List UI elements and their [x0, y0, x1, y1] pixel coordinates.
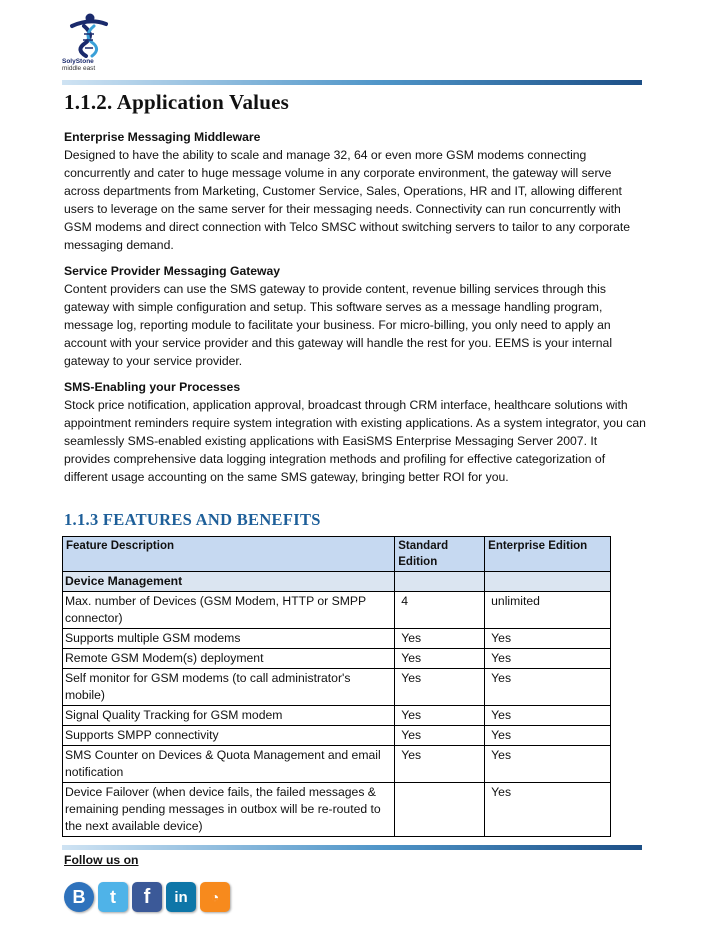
application-values-content [64, 128, 646, 494]
feature-cell: Self monitor for GSM modems (to call administrator's mobile) [63, 669, 395, 706]
enterprise-cell: Yes [485, 726, 611, 746]
feature-cell: Max. number of Devices (GSM Modem, HTTP or SMPP connector) [63, 592, 395, 629]
facebook-icon[interactable]: f [132, 882, 162, 912]
twitter-icon[interactable]: t [98, 882, 128, 912]
enterprise-cell: Yes [485, 746, 611, 783]
table-row [63, 629, 611, 649]
enterprise-cell: Yes [485, 669, 611, 706]
table-row [63, 669, 611, 706]
section-enterprise-messaging [64, 128, 646, 254]
blogger-icon[interactable]: B [64, 882, 94, 912]
section-body: Content providers can use the SMS gateway to provide content, revenue billing services through this gateway with simple configuration and setup. This software serves as a message handling program, message log, reporting module to facilitate your business. For micro-billing, you only need to apply an account with your service provider and this gateway will handle the rest for you. EEMS is your internal gateway to your service provider. [64, 282, 613, 368]
linkedin-icon[interactable]: in [166, 882, 196, 912]
standard-cell: 4 [395, 592, 485, 629]
enterprise-cell: unlimited [485, 592, 611, 629]
follow-us-label: Follow us on [64, 853, 139, 867]
feature-cell: SMS Counter on Devices & Quota Management and email notification [63, 746, 395, 783]
section-body: Designed to have the ability to scale and manage 32, 64 or even more GSM modems connecting concurrently and cater to huge message volume in any corporate environment, the gateway will serve across departments from Marketing, Customer Service, Sales, Operations, HR and IT, allowing different users to leverage on the same server for their messaging needs. Connectivity can run concurrently with GSM modems and direct connection with Telco SMSC without switching servers to tailor to any corporate messaging demand. [64, 148, 631, 252]
standard-cell [395, 783, 485, 837]
enterprise-cell: Yes [485, 649, 611, 669]
table-row [63, 706, 611, 726]
standard-cell: Yes [395, 669, 485, 706]
standard-cell: Yes [395, 706, 485, 726]
footer-divider-bar [62, 845, 642, 850]
header-divider-bar [62, 80, 642, 85]
section-service-provider [64, 262, 646, 370]
rss-icon[interactable]: ◔ [200, 882, 230, 912]
feature-cell: Supports multiple GSM modems [63, 629, 395, 649]
logo-name: SolyStone [62, 58, 94, 65]
features-table [62, 536, 611, 837]
standard-cell: Yes [395, 726, 485, 746]
section-sms-enabling [64, 378, 646, 486]
table-row [63, 649, 611, 669]
social-links [64, 882, 230, 912]
standard-cell: Yes [395, 649, 485, 669]
header-standard-edition: Standard Edition [395, 537, 485, 572]
group-label: Device Management [63, 572, 395, 592]
logo-figure-icon [62, 12, 118, 58]
table-header-row [63, 537, 611, 572]
feature-cell: Signal Quality Tracking for GSM modem [63, 706, 395, 726]
features-heading: 1.1.3 FEATURES AND BENEFITS [64, 510, 321, 529]
standard-cell: Yes [395, 746, 485, 783]
table-row [63, 746, 611, 783]
empty-cell [395, 572, 485, 592]
logo-subtitle: middle east [62, 65, 96, 72]
logo-text [62, 58, 118, 72]
table-group-row [63, 572, 611, 592]
application-values-heading: 1.1.2. Application Values [64, 90, 289, 114]
feature-cell: Supports SMPP connectivity [63, 726, 395, 746]
feature-cell: Device Failover (when device fails, the failed messages & remaining pending messages in outbox will be re-routed to the next available device) [63, 783, 395, 837]
empty-cell [485, 572, 611, 592]
section-body: Stock price notification, application approval, broadcast through CRM interface, healthcare solutions with appointment reminders require system integration with existing applications. As a system integrator, you can seamlessly SMS-enabled existing applications with EasiSMS Enterprise Messaging Server 2007. It provides comprehensive data logging integration methods and profiling for effective categorization of different usage accounting on the same SMS gateway, bringing better ROI for you. [64, 398, 646, 484]
header-feature-description: Feature Description [63, 537, 395, 572]
table-row [63, 726, 611, 746]
section-title: Service Provider Messaging Gateway [64, 264, 281, 278]
feature-cell: Remote GSM Modem(s) deployment [63, 649, 395, 669]
header-enterprise-edition: Enterprise Edition [485, 537, 611, 572]
table-row [63, 783, 611, 837]
standard-cell: Yes [395, 629, 485, 649]
table-row [63, 592, 611, 629]
enterprise-cell: Yes [485, 706, 611, 726]
enterprise-cell: Yes [485, 783, 611, 837]
section-title: Enterprise Messaging Middleware [64, 130, 261, 144]
enterprise-cell: Yes [485, 629, 611, 649]
company-logo [62, 12, 118, 78]
section-title: SMS-Enabling your Processes [64, 380, 241, 394]
